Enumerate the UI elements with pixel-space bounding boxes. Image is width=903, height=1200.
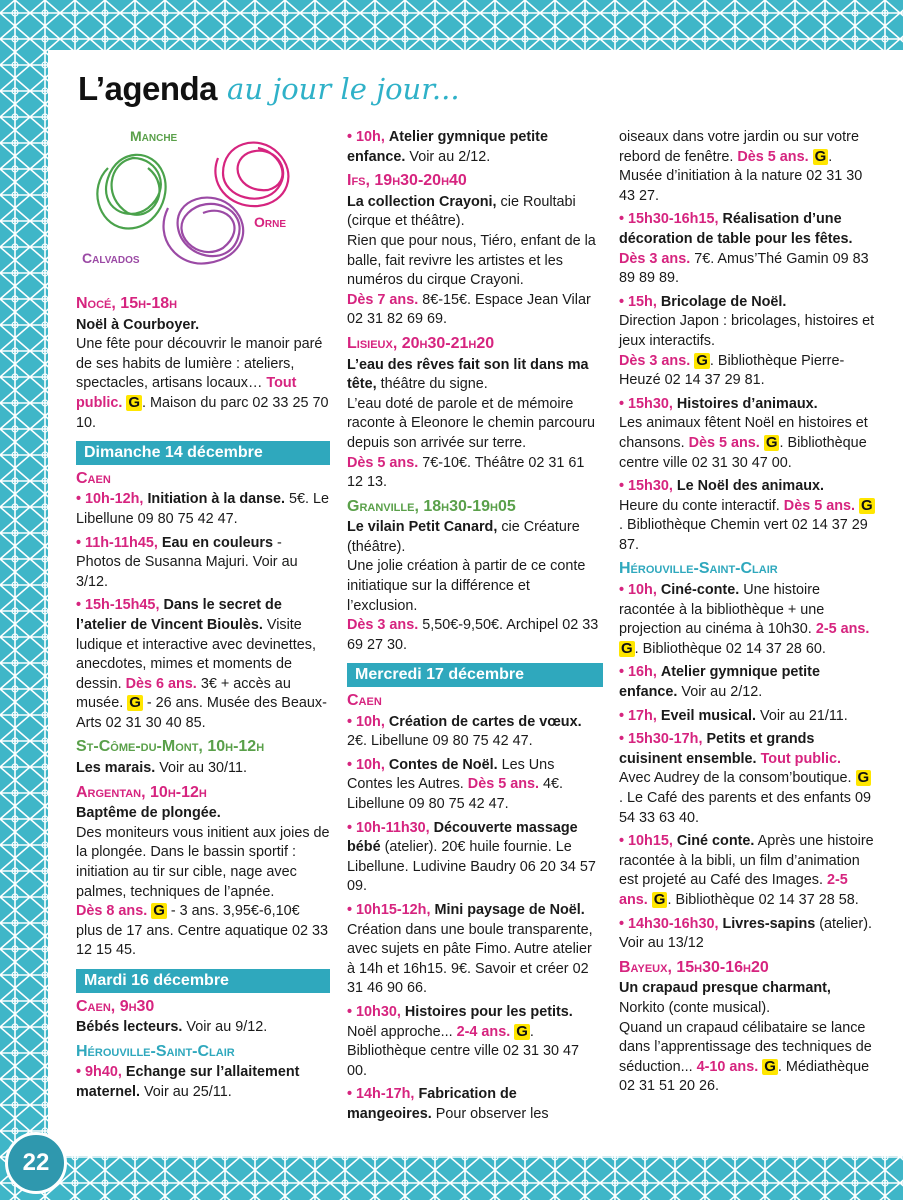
event-item: • 10h-11h30, Découverte massage bébé (atelier). 20€ huile fournie. Le Libellune. Ludivine Baudry 06 20 34 57 09. <box>347 819 596 895</box>
city-heading: Lisieux, 20h30-21h20 <box>347 334 495 352</box>
page-title <box>78 70 460 122</box>
city-heading: Caen, 9h30 <box>76 997 155 1015</box>
event-item-continued: oiseaux dans votre jardin ou sur votre rebord de fenêtre. Dès 5 ans. G . Musée d’initiation à la nature 02 31 30 43 27. <box>619 129 863 204</box>
g-badge-icon: G <box>653 890 666 908</box>
event-item: • 17h, Eveil musical. Voir au 21/11. <box>619 707 848 724</box>
g-badge-icon: G <box>621 639 633 657</box>
region-scribble-map <box>78 128 318 278</box>
event-item: • 15h30-17h, Petits et grands cuisinent ensemble. Tout public. Avec Audrey de la consom’boutique. G. Le Café des parents et des enfants 09 54 33 63 40. <box>619 731 872 826</box>
date-banner: Mardi 16 décembre <box>76 969 330 993</box>
g-badge-icon: G <box>696 351 708 369</box>
map-label-calvados: Calvados <box>82 250 140 266</box>
event-item: • 10h, Atelier gymnique petite enfance. Voir au 2/12. <box>347 129 548 165</box>
g-badge-icon: G <box>814 147 827 165</box>
agenda-column-1 <box>76 294 330 1107</box>
calvados-scribble <box>164 198 244 264</box>
city-heading: Argentan, 10h-12h <box>76 783 207 801</box>
event-item: • 16h, Atelier gymnique petite enfance. Voir au 2/12. <box>619 664 820 701</box>
event-item: • 10h-12h, Initiation à la danse. 5€. Le Libellune 09 80 75 42 47. <box>76 491 329 527</box>
g-badge-icon: G <box>857 769 870 787</box>
city-heading: Caen <box>76 469 111 487</box>
event-item: L’eau des rêves fait son lit dans ma tête, théâtre du signe. L’eau doté de parole et de mémoire raconte à Eleonore le chemin parcouru depuis son arrivée sur terre. Dès 5 ans. 7€-10€. Théâtre 02 31 61 12 13. <box>347 356 595 491</box>
page-number: 22 <box>5 1132 67 1194</box>
city-heading: Hérouville-Saint-Clair <box>76 1042 235 1060</box>
event-item: Les marais. Voir au 30/11. <box>76 760 247 777</box>
event-item: • 15h30, Histoires d’animaux. Les animaux fêtent Noël en histoires et chansons. Dès 5 ans. G . Bibliothèque centre ville 02 31 30 47 00. <box>619 395 868 471</box>
city-heading: Caen <box>347 692 382 710</box>
event-item: Le vilain Petit Canard, cie Créature (théâtre). Une jolie création à partir de ce conte initiatique sur la différence et l’exclusion. Dès 3 ans. 5,50€-9,50€. Archipel 02 33 69 27 30. <box>347 519 599 653</box>
city-heading: Hérouville-Saint-Clair <box>619 560 778 578</box>
event-item: • 14h30-16h30, Livres-sapins (atelier). Voir au 13/12 <box>619 915 873 952</box>
orne-scribble <box>215 143 288 207</box>
manche-scribble <box>97 155 165 229</box>
agenda-column-2 <box>347 128 603 1129</box>
event-item: • 14h-17h, Fabrication de mangeoires. Pour observer les <box>347 1086 549 1122</box>
event-item: • 15h30-16h15, Réalisation d’une décoration de table pour les fêtes. Dès 3 ans. 7€. Amus’Thé Gamin 09 83 89 89 89. <box>619 211 869 287</box>
title-main: L’agenda <box>78 70 218 107</box>
event-item: • 10h, Création de cartes de vœux. 2€. Libellune 09 80 75 42 47. <box>347 713 582 750</box>
event-item: • 10h, Contes de Noël. Les Uns Contes les Autres. Dès 5 ans. 4€. Libellune 09 80 75 42 47. <box>347 756 564 812</box>
g-badge-icon: G <box>129 694 141 712</box>
city-heading: St-Côme-du-Mont, 10h-12h <box>76 738 265 756</box>
title-script: au jour le jour... <box>227 72 460 106</box>
date-banner: Mercredi 17 décembre <box>347 663 603 687</box>
event-item: Bébés lecteurs. Voir au 9/12. <box>76 1019 268 1036</box>
event-item: • 9h40, Echange sur l’allaitement maternel. Voir au 25/11. <box>76 1064 300 1100</box>
event-item: Noël à Courboyer. Une fête pour découvrir le manoir paré de ses habits de lumière : ateliers, spectacles, artisans locaux… Tout public. G . Maison du parc 02 33 25 70 10. <box>76 316 329 431</box>
g-badge-icon: G <box>861 496 873 514</box>
event-item: • 11h-11h45, Eau en couleurs - Photos de Susanna Majuri. Voir au 3/12. <box>76 534 298 590</box>
event-item: • 15h, Bricolage de Noël. Direction Japon : bricolages, histoires et jeux interactifs. Dès 3 ans. G . Bibliothèque Pierre-Heuzé 02 14 37 29 81. <box>619 293 875 389</box>
event-item: • 10h15-12h, Mini paysage de Noël. Création dans une boule transparente, avec sujets en pâte Fimo. Autre atelier à 14h et 16h15. 9€. Savoir et créer 02 31 46 90 66. <box>347 901 593 997</box>
g-badge-icon: G <box>516 1022 528 1040</box>
city-heading: Granville, 18h30-19h05 <box>347 497 516 515</box>
event-item: • 10h, Ciné-conte. Une histoire racontée à la bibliothèque + une projection au cinéma à 10h30. 2-5 ans. G . Bibliothèque 02 14 37 28 60. <box>619 582 870 657</box>
map-label-manche: Manche <box>130 128 178 144</box>
g-badge-icon: G <box>764 1057 776 1075</box>
event-item: • 15h30, Le Noël des animaux. Heure du conte interactif. Dès 5 ans. G. Bibliothèque Chemin vert 02 14 37 29 87. <box>619 478 873 553</box>
event-item: Baptême de plongée. Des moniteurs vous initient aux joies de la plongée. Dans le bassin sportif : initiation au tir sur cible, nage avec palmes, techniques de l’apnée. Dès 8 ans. G - 3 ans. 3,95€-6,10€ plus de 17 ans. Centre aquatique 02 33 12 15 45. <box>76 805 330 959</box>
map-label-orne: Orne <box>254 214 287 230</box>
event-item: • 10h30, Histoires pour les petits. Noël approche... 2-4 ans. G . Bibliothèque centre ville 02 31 30 47 00. <box>347 1003 580 1079</box>
g-badge-icon: G <box>153 902 165 920</box>
event-item: Un crapaud presque charmant, Norkito (conte musical). Quand un crapaud célibataire se lance dans l’apprentissage des techniques de séduction... 4-10 ans. G . Médiathèque 02 31 51 20 26. <box>619 980 872 1095</box>
g-badge-icon: G <box>128 393 141 411</box>
city-heading: Bayeux, 15h30-16h20 <box>619 958 769 976</box>
g-badge-icon: G <box>765 433 778 451</box>
date-banner: Dimanche 14 décembre <box>76 441 330 465</box>
city-heading: Nocé, 15h-18h <box>76 295 178 312</box>
event-item: • 15h-15h45, Dans le secret de l’atelier de Vincent Bioulès. Visite ludique et interactive avec devinettes, anecdotes, mimes et moments de dessin. Dès 6 ans. 3€ + accès au musée. G - 26 ans. Musée des Beaux-Arts 02 31 30 40 85. <box>76 597 327 731</box>
city-heading: Ifs, 19h30-20h40 <box>347 172 467 190</box>
agenda-column-3 <box>619 128 875 1101</box>
event-item: • 10h15, Ciné conte. Après une histoire racontée à la bibli, un film d’animation est projeté au Café des Images. 2-5 ans. G . Bibliothèque 02 14 37 28 58. <box>619 833 874 908</box>
event-item: La collection Crayoni, cie Roultabi (cirque et théâtre). Rien que pour nous, Tiéro, enfant de la balle, fait revivre les artistes et les numéros du cirque Crayoni. Dès 7 ans. 8€-15€. Espace Jean Vilar 02 31 82 69 69. <box>347 193 596 328</box>
